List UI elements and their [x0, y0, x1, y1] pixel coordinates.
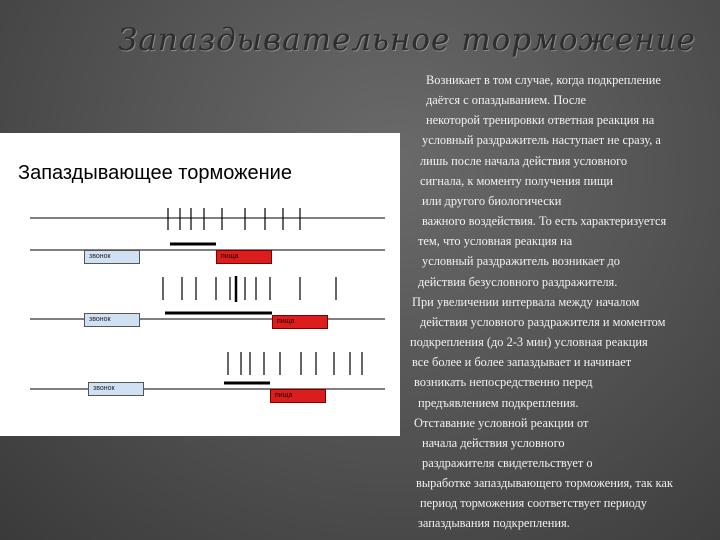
- food-signal-box: пища: [216, 250, 272, 264]
- text-line: выработке запаздывающего торможения, так как: [416, 476, 673, 491]
- text-line: некоторой тренировки ответная реакция на: [426, 113, 655, 128]
- text-line: важного воздействия. То есть характеризуется: [422, 214, 667, 229]
- text-line: тем, что условная реакция на: [418, 234, 573, 249]
- bell-signal-box: звонок: [88, 382, 144, 396]
- text-line: или другого биологически: [422, 193, 562, 208]
- bell-signal-box: звонок: [84, 313, 140, 327]
- text-line: возникать непосредственно перед: [414, 375, 593, 390]
- slide-title: Запаздывательное торможение: [118, 22, 696, 58]
- reaction-ticks: [163, 277, 336, 300]
- text-line: сигнала, к моменту получения пищи: [420, 173, 614, 188]
- text-line: Отставание условной реакции от: [414, 415, 589, 430]
- bell-signal-box: звонок: [84, 250, 140, 264]
- text-line: предъявлением подкрепления.: [418, 395, 579, 410]
- timing-diagram: [0, 0, 400, 440]
- text-line: условный раздражитель наступает не сразу, а: [422, 133, 661, 148]
- text-line: Возникает в том случае, когда подкрепление: [426, 73, 661, 87]
- reaction-ticks: [168, 208, 300, 230]
- text-line: все более и более запаздывает и начинает: [412, 355, 632, 370]
- food-signal-box: пища: [270, 389, 326, 403]
- text-line: При увеличении интервала между началом: [412, 294, 640, 309]
- text-line: период торможения соответствует периоду: [420, 496, 647, 511]
- text-line: начала действия условного: [422, 435, 565, 450]
- food-signal-box: пища: [272, 315, 328, 329]
- description-text: [410, 70, 715, 534]
- text-line: действия условного раздражителя и моментом: [420, 314, 666, 329]
- text-line: раздражителя свидетельствует о: [422, 455, 593, 470]
- text-line: лишь после начала действия условного: [420, 153, 628, 168]
- text-line: действия безусловного раздражителя.: [418, 274, 618, 289]
- text-line: даётся с опаздыванием. После: [426, 93, 587, 108]
- text-line: условный раздражитель возникает до: [422, 254, 620, 269]
- text-line: подкрепления (до 2-3 мин) условная реакция: [410, 335, 648, 350]
- text-line: запаздывания подкрепления.: [418, 516, 570, 531]
- reaction-ticks: [228, 352, 362, 375]
- diagram-title: Запаздывающее торможение: [18, 162, 292, 184]
